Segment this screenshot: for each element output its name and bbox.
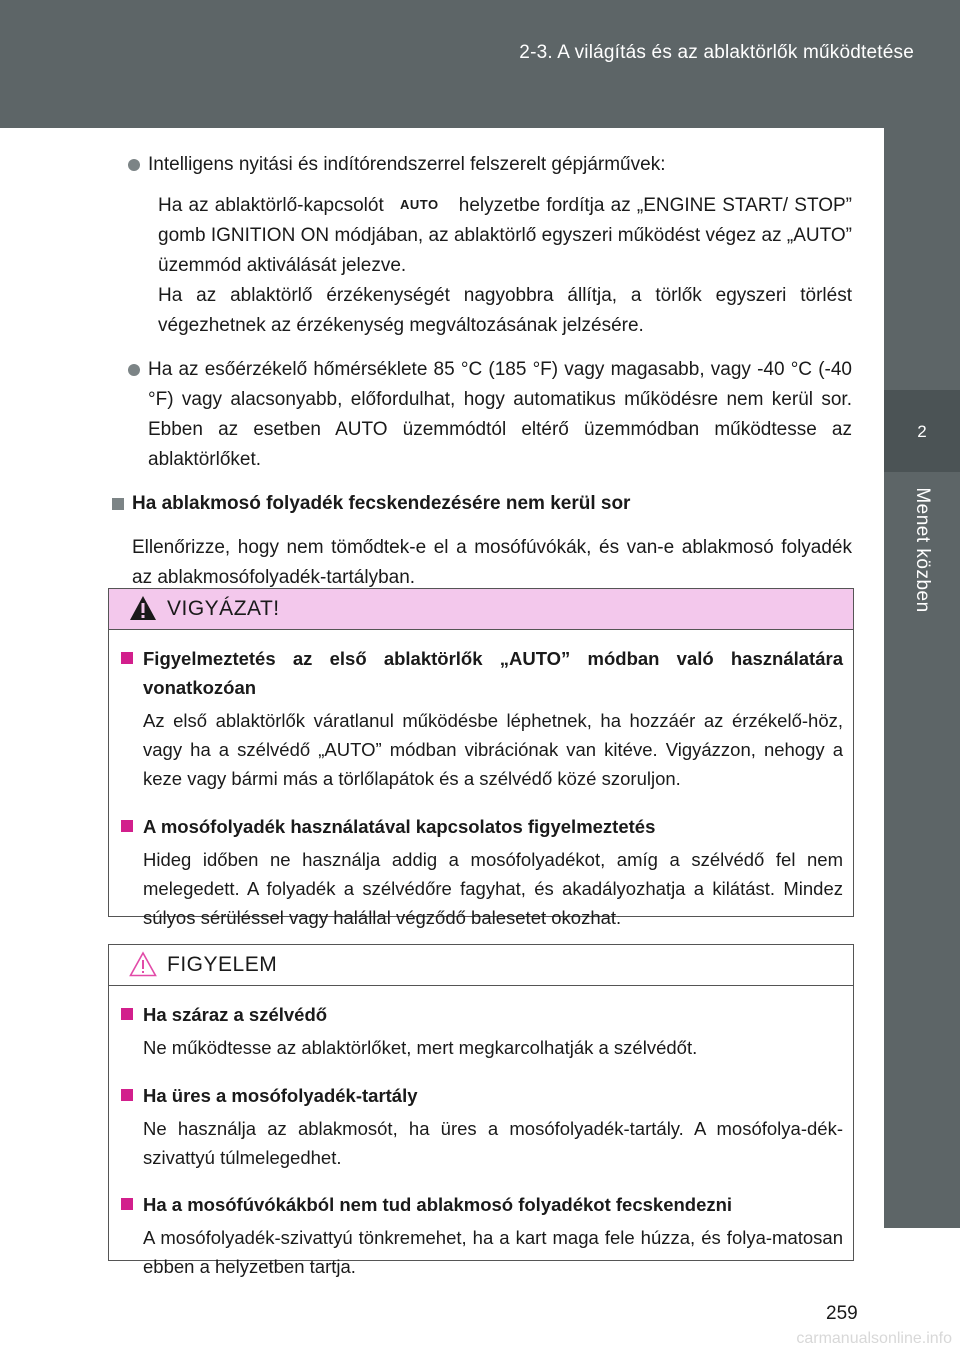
notice-box-header xyxy=(109,945,853,986)
page-header-bar xyxy=(0,0,960,128)
pink-square-icon xyxy=(121,1198,133,1210)
notice-item-body: Ne működtesse az ablaktörlőket, mert megkarcolhatják a szélvédőt. xyxy=(143,1037,698,1058)
bullet-dot-icon xyxy=(128,159,140,171)
bullet-dot-icon xyxy=(128,364,140,376)
notice-item-heading xyxy=(119,1000,843,1029)
bullet-subparagraph xyxy=(112,190,852,281)
notice-box xyxy=(108,944,854,1277)
warning-box-header xyxy=(109,589,853,630)
side-tab-label: Menet közben xyxy=(912,487,933,613)
notice-item-body: A mosófolyadék-szivattyú tönkremehet, ha a kart maga fele húzza, és folya-matosan ebben a helyzetben tartja. xyxy=(143,1227,843,1277)
bullet-item xyxy=(112,355,852,475)
warning-item-heading xyxy=(119,812,843,841)
warning-box xyxy=(108,588,854,928)
notice-box-title: FIGYELEM xyxy=(167,953,278,976)
notice-item-heading-text: Ha üres a mosófolyadék-tartály xyxy=(143,1084,418,1106)
para-text-before-icon: Ha az ablaktörlő-kapcsolót xyxy=(158,195,384,216)
warning-box-body xyxy=(109,630,853,974)
bullet-item xyxy=(112,150,852,180)
warning-item-heading-text: Figyelmeztetés az első ablaktörlők „AUTO” módban való használatára vonatkozóan xyxy=(143,648,843,698)
section-heading xyxy=(112,489,852,519)
notice-item-body: Ne használja az ablakmosót, ha üres a mosófolyadék-tartály. A mosófolya-dék-szivattyú túlmelegedhet. xyxy=(143,1117,843,1168)
bullet-subparagraph-2: Ha az ablaktörlő érzékenységét nagyobbra állítja, a törlők egyszeri törlést végezhetnek az érzékenység megváltozásának jelzésére. xyxy=(158,285,852,336)
pink-square-icon xyxy=(121,820,133,832)
page-number: 259 xyxy=(826,1303,858,1324)
notice-item-heading-text: Ha a mosófúvókákból nem tud ablakmosó folyadékot fecskendezni xyxy=(143,1194,733,1215)
watermark: carmanualsonline.info xyxy=(796,1330,952,1347)
auto-icon: AUTO xyxy=(399,197,439,212)
caution-triangle-icon xyxy=(129,951,157,977)
pink-square-icon xyxy=(121,652,133,664)
main-content xyxy=(112,150,852,612)
warning-item-body: Az első ablaktörlők váratlanul működésbe léphetnek, ha hozzáér az érzékelő-höz, vagy ha a szélvédő „AUTO” módban vibrációnak van kitéve. Vigyázzon, nehogy a keze vagy bármi más a törlőlapátok és a szélvédő közé szoruljon. xyxy=(143,710,843,789)
warning-box-title: VIGYÁZAT! xyxy=(167,597,280,620)
side-tab-number: 2 xyxy=(917,422,927,441)
notice-box-body xyxy=(109,986,853,1324)
section-heading-text: Ha ablakmosó folyadék fecskendezésére nem kerül sor xyxy=(132,493,631,514)
para-text-after-icon: helyzetbe fordítja az „ENGINE START/ STOP” gomb IGNITION ON módjában, az ablaktörlő egyszeri működést végez az „AUTO” üzemmód aktiválását jelezve. xyxy=(158,195,853,276)
warning-item-body: Hideg időben ne használja addig a mosófolyadékot, amíg a szélvédő fel nem melegedett. A folyadék a szélvédőre fagyhat, és akadályozhatja a kilátást. Mindez súlyos sérüléssel vagy halállal végződő balesetet okozhat. xyxy=(143,848,843,928)
warning-triangle-icon xyxy=(129,595,157,621)
bullet-text: Ha az esőérzékelő hőmérséklete 85 °C (185 °F) vagy magasabb, vagy -40 °C (-40 °F) vagy alacsonyabb, előfordulhat, hogy automatikus működésre nem kerül sor. Ebben az esetben AUTO üzemmódtól eltérő üzemmódban működtesse az ablaktörlőket. xyxy=(148,359,852,470)
section-body: Ellenőrizze, hogy nem tömődtek-e el a mosófúvókák, és van-e ablakmosó folyadék az ablakmosófolyadék-tartályban. xyxy=(132,537,852,588)
notice-item-heading xyxy=(119,1190,843,1219)
side-tab xyxy=(884,128,960,1228)
chapter-title: 2-3. A világítás és az ablaktörlők működtetése xyxy=(519,42,914,63)
bullet-title: Intelligens nyitási és indítórendszerrel felszerelt gépjárművek: xyxy=(148,154,666,175)
square-bullet-icon xyxy=(112,498,124,510)
warning-item-heading-text: A mosófolyadék használatával kapcsolatos figyelmeztetés xyxy=(143,815,656,837)
pink-square-icon xyxy=(121,1089,133,1101)
notice-item-heading-text: Ha száraz a szélvédő xyxy=(143,1004,328,1025)
notice-item-heading xyxy=(119,1081,843,1110)
pink-square-icon xyxy=(121,1008,133,1020)
warning-item-heading xyxy=(119,644,843,702)
